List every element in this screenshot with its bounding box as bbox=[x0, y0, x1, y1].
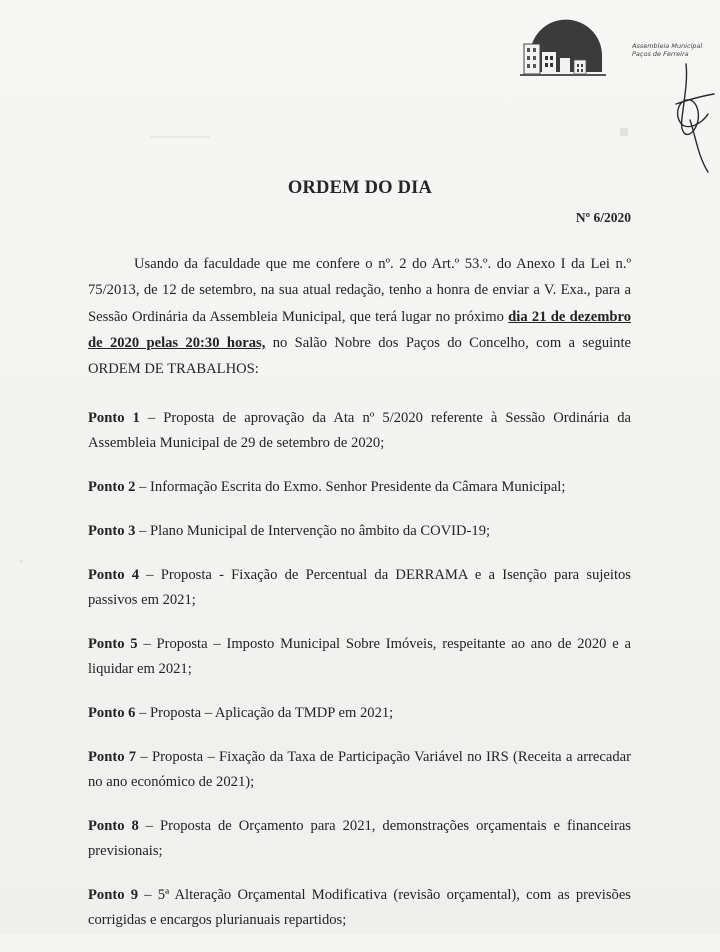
agenda-item-label: Ponto 6 bbox=[88, 705, 136, 721]
scan-artifact bbox=[20, 560, 23, 563]
agenda-item-text: – Proposta de aprovação da Ata nº 5/2020 referente à Sessão Ordinária da Assembleia Municipal de 29 de setembro de 2020; bbox=[88, 410, 631, 451]
agenda-item-label: Ponto 2 bbox=[88, 479, 136, 495]
agenda-item-text: – Proposta de Orçamento para 2021, demonstrações orçamentais e financeiras previsionais; bbox=[88, 818, 631, 859]
assembly-logo-text bbox=[632, 42, 702, 58]
agenda-item-text: – Proposta – Imposto Municipal Sobre Imóveis, respeitante ao ano de 2020 e a liquidar em 2021; bbox=[88, 636, 631, 677]
agenda-item-label: Ponto 5 bbox=[88, 636, 138, 652]
agenda-item-9 bbox=[88, 883, 631, 933]
agenda-item-text: – 5ª Alteração Orçamental Modificativa (revisão orçamental), com as previsões corrigidas e encargos plurianuais repartidos; bbox=[88, 887, 631, 928]
agenda-item-1 bbox=[88, 406, 631, 456]
agenda-item-text: – Informação Escrita do Exmo. Senhor Presidente da Câmara Municipal; bbox=[135, 479, 566, 495]
handwritten-signature-icon bbox=[668, 60, 716, 178]
agenda-item-8 bbox=[88, 814, 631, 864]
logo-text-line1: Assembleia Municipal bbox=[632, 42, 703, 50]
agenda-item-text: – Plano Municipal de Intervenção no âmbito da COVID-19; bbox=[135, 523, 491, 539]
agenda-item-text: – Proposta – Aplicação da TMDP em 2021; bbox=[135, 705, 394, 721]
document-title: ORDEM DO DIA bbox=[287, 178, 433, 198]
session-date-highlight: dia 21 de dezembro de 2020 pelas 20:30 horas, bbox=[88, 308, 631, 351]
municipal-assembly-logo-icon bbox=[520, 14, 620, 86]
agenda-item-label: Ponto 7 bbox=[88, 749, 137, 765]
document-number: Nº 6/2020 bbox=[575, 210, 631, 225]
agenda-item-4 bbox=[88, 563, 631, 613]
intro-paragraph bbox=[88, 251, 631, 382]
agenda-item-label: Ponto 9 bbox=[88, 887, 139, 903]
agenda-item-label: Ponto 8 bbox=[88, 818, 139, 834]
agenda-item-6 bbox=[88, 701, 631, 726]
agenda-item-label: Ponto 3 bbox=[88, 523, 136, 539]
scan-artifact bbox=[620, 128, 628, 136]
agenda-item-label: Ponto 1 bbox=[88, 410, 140, 426]
agenda-item-text: – Proposta - Fixação de Percentual da DERRAMA e a Isenção para sujeitos passivos em 2021; bbox=[88, 567, 631, 608]
logo-text-line2: Paços de Ferreira bbox=[632, 50, 689, 58]
agenda-item-7 bbox=[88, 745, 631, 795]
intro-text-part2: no Salão Nobre dos Paços do Concelho, com a seguinte ORDEM DE TRABALHOS: bbox=[88, 334, 631, 378]
agenda-item-5 bbox=[88, 632, 631, 682]
agenda-item-2 bbox=[88, 475, 631, 500]
intro-text-part1: Usando da faculdade que me confere o nº. 2 do Art.º 53.º. do Anexo I da Lei n.º 75/2013, de 12 de setembro, na sua atual redação, tenho a honra de enviar a V. Exa., para a Sessão Ordinária da Assembleia Municipal, que terá lugar no próximo bbox=[88, 256, 631, 325]
agenda-item-3 bbox=[88, 519, 631, 544]
agenda-item-label: Ponto 4 bbox=[88, 567, 140, 583]
agenda-item-text: – Proposta – Fixação da Taxa de Participação Variável no IRS (Receita a arrecadar no ano económico de 2021); bbox=[88, 749, 631, 790]
agenda-list bbox=[88, 406, 631, 952]
scan-artifact bbox=[150, 136, 210, 138]
